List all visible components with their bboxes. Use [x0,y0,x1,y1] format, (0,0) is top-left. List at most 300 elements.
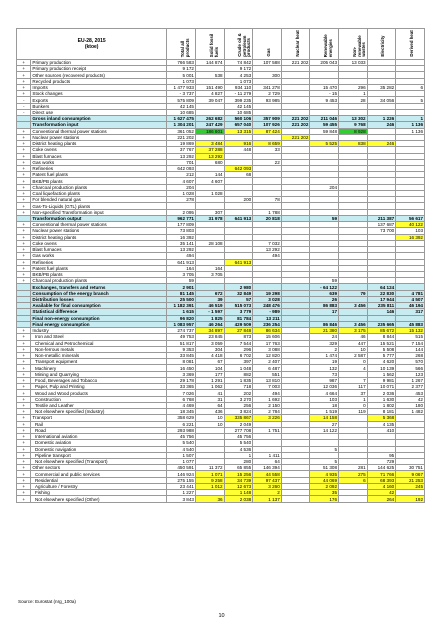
table-cell: 42 145 [224,103,253,109]
table-cell: 13 292 [167,153,196,159]
row-label: Paper, Pulp and Printing [31,384,167,390]
table-cell: 49 753 [167,334,196,340]
table-cell: 3 705 [167,271,196,277]
column-header: Total all products [167,29,196,60]
table-cell: 28 108 [195,240,224,246]
table-cell: 68 393 [367,477,396,483]
row-operator: + [17,228,31,234]
table-cell: 27 [310,421,339,427]
table-cell: 211 046 [310,116,339,122]
row-label: Wood and Wood products [31,390,167,396]
column-header: Crude oil & petroleum products [224,29,253,60]
table-cell: 12 673 [224,483,253,489]
row-operator: + [17,427,31,433]
table-cell: 151 490 [195,84,224,90]
table-row [17,471,425,477]
table-cell: 71 766 [367,471,396,477]
row-operator: + [17,265,31,271]
table-cell: 177 809 [167,222,196,228]
table-cell: 46 [339,334,368,340]
table-cell: 264 [367,496,396,502]
row-label: Residential [31,477,167,483]
table-row [17,340,425,346]
table-cell: 7 [339,377,368,383]
row-operator: - [17,109,31,115]
table-cell: 1 474 [310,353,339,359]
table-cell: - 11 279 [224,91,253,97]
table-cell: 245 [396,483,425,489]
table-cell: 51 308 [310,465,339,471]
table-cell: 641 913 [224,215,253,221]
table-cell: 2 [253,490,282,496]
table-cell: 275 [339,471,368,477]
table-cell: 2 784 [253,409,282,415]
row-label: Non-metallic minerals [31,353,167,359]
row-label: Textile and Leather [31,402,167,408]
table-cell: 450 591 [167,465,196,471]
table-cell: 274 737 [167,328,196,334]
table-cell: 718 [224,384,253,390]
table-cell: 4 935 [310,471,339,477]
table-cell: 31 [195,396,224,402]
row-label: Coke ovens [31,240,167,246]
row-label: Conventional thermal power stations [31,128,167,134]
table-cell: 1 788 [253,209,282,215]
table-cell: 3 779 [224,309,253,315]
table-cell: 5 [396,97,425,103]
table-row [17,290,425,296]
table-cell: 33 [253,147,282,153]
table-cell: 2 095 [167,209,196,215]
table-cell: 766 583 [167,60,196,66]
column-header: Solid fossil fuels [195,29,224,60]
table-cell: 2 [310,346,339,352]
table-cell: 5 508 [367,346,396,352]
row-operator: + [17,452,31,458]
table-cell: 5 [310,459,339,465]
row-operator: + [17,253,31,259]
table-cell: 8 181 [367,409,396,415]
table-cell: 146 924 [167,471,196,477]
table-cell: 570 [396,359,425,365]
table-cell: 248 476 [253,303,282,309]
table-cell: 3 088 [253,346,282,352]
table-cell: 24 [310,334,339,340]
table-cell: 934 110 [224,84,253,90]
row-label: Non-specified Transformation input [31,209,167,215]
table-cell: 916 [224,141,253,147]
table-cell: 202 [224,390,253,396]
table-cell: 16 450 [167,365,196,371]
table-cell: 2 049 [224,421,253,427]
table-cell: 3 705 [195,271,224,277]
table-cell: 1 073 [224,78,253,84]
table-row [17,409,425,415]
table-cell: 144 874 [195,60,224,66]
table-cell: 7 026 [167,390,196,396]
row-label: Transformation input [31,122,167,128]
row-operator: + [17,72,31,78]
table-cell: 1 [339,91,368,97]
column-header: Gas [253,29,282,60]
table-cell: 34 897 [195,328,224,334]
table-cell: 701 [167,159,196,165]
row-operator: + [17,409,31,415]
row-label: Nuclear power stations [31,228,167,234]
table-cell: 1 692 [253,396,282,402]
table-cell: 221 202 [281,134,310,140]
table-cell: 46 519 [195,303,224,309]
table-cell: 4 135 [367,421,396,427]
table-cell: 4 620 [367,359,396,365]
table-cell: 1 411 [253,452,282,458]
table-title-region: EU-28, 2015 [77,38,106,44]
table-cell: 2 036 [367,390,396,396]
table-cell: 18 [310,402,339,408]
row-label: Iron and Steel [31,334,167,340]
table-cell: 42 [367,490,396,496]
row-label: District heating plants [31,141,167,147]
table-cell: 146 394 [253,465,282,471]
table-cell: 575 809 [167,97,196,103]
row-operator: + [17,134,31,140]
table-cell: 642 093 [224,165,253,171]
table-cell: 1 627 475 [167,116,196,122]
table-cell: 307 [195,209,224,215]
table-cell: 5 [310,446,339,452]
table-cell: 13 810 [253,377,282,383]
row-operator: + [17,496,31,502]
table-cell: 1 477 933 [167,84,196,90]
table-row [17,384,425,390]
table-cell: 7 154 [396,340,425,346]
table-cell: 277 708 [224,427,253,433]
table-cell: 12 820 [253,353,282,359]
table-cell: 296 [224,346,253,352]
table-cell: 447 [339,340,368,346]
table-cell: 1 751 [253,427,282,433]
table-cell: 3 270 [224,396,253,402]
table-cell: 256 [224,402,253,408]
table-cell: 146 [367,309,396,315]
table-cell: 672 [195,290,224,296]
table-cell: 1 136 [396,128,425,134]
table-cell: 8 081 [167,359,196,365]
table-cell: 2 587 [339,353,368,359]
table-cell: 45 883 [396,321,425,327]
table-cell: 729 [367,459,396,465]
table-cell: 1 562 [367,371,396,377]
row-label: Final non-energy consumption [31,315,167,321]
table-cell: 164 [195,265,224,271]
row-operator: + [17,371,31,377]
table-cell: 3 843 [167,496,196,502]
row-label: Direct use [31,109,167,115]
row-label: Domestic aviation [31,440,167,446]
table-cell: 41 [195,390,224,396]
row-label: Conventional thermal power stations [31,222,167,228]
table-cell: 95 [367,452,396,458]
row-label: Exports [31,97,167,103]
table-cell: 221 202 [281,116,310,122]
table-cell: 551 [253,371,282,377]
table-cell: 87 424 [253,128,282,134]
row-label: Final energy consumption [31,321,167,327]
row-operator: + [17,259,31,265]
row-operator: + [17,340,31,346]
table-cell: 21 253 [396,477,425,483]
table-cell: 3 059 [195,340,224,346]
table-cell: 13 033 [339,60,368,66]
table-cell: 566 [396,365,425,371]
row-operator: + [17,359,31,365]
table-cell: 10 685 [224,109,253,115]
table-row [17,377,425,383]
table-cell: 8 659 [253,141,282,147]
row-operator: + [17,384,31,390]
table-cell: 2 901 [167,284,196,290]
table-cell: 19 298 [253,290,282,296]
table-cell: 93 985 [253,97,282,103]
table-cell: 42 [396,396,425,402]
row-operator: + [17,165,31,171]
row-label: Gas works [31,253,167,259]
table-cell: 9 258 [195,477,224,483]
row-label: International aviation [31,434,167,440]
table-cell: 14 158 [310,415,339,421]
table-cell: 32 849 [224,290,253,296]
table-title-unit: (ktoe) [84,44,99,50]
row-label: Other sources (recovered products) [31,72,167,78]
row-label: Refineries [31,165,167,171]
table-cell: 86 634 [253,328,282,334]
page-number: 10 [218,613,225,619]
table-title [17,29,167,60]
table-cell: 8 928 [339,128,368,134]
table-cell: 448 [224,147,253,153]
table-row [17,303,425,309]
table-cell: 64 [195,402,224,408]
table-cell: 74 842 [224,60,253,66]
table-cell: 37 [339,390,368,396]
row-operator: + [17,240,31,246]
table-cell: 45 756 [224,434,253,440]
table-cell: 6 [339,477,368,483]
table-cell: 1 [224,452,253,458]
column-header: Electricity [367,29,396,60]
table-cell: 59 [167,278,196,284]
table-cell: 67 [195,359,224,365]
table-cell: 1 267 [396,377,425,383]
table-cell: 51 817 [167,340,196,346]
table-cell: 13 211 [253,315,282,321]
table-cell: 1 148 [224,490,253,496]
table-cell: 56 617 [396,215,425,221]
table-cell: 1 226 [367,116,396,122]
table-cell: 29 178 [167,377,196,383]
table-cell: 85 672 [367,328,396,334]
row-operator: + [17,459,31,465]
table-body [17,60,425,503]
table-cell: 192 [396,496,425,502]
table-cell: 1 077 [167,459,196,465]
row-operator: + [17,421,31,427]
table-cell: 235 811 [367,303,396,309]
row-operator: + [17,128,31,134]
table-cell: 64 [253,459,282,465]
table-cell: - 989 [253,309,282,315]
table-cell: 560 106 [224,116,253,122]
table-cell: 268 [396,353,425,359]
table-cell: 96 820 [167,315,196,321]
table-cell: 4 253 [224,72,253,78]
row-operator: + [17,434,31,440]
table-cell: 494 [167,253,196,259]
table-cell: 1 507 [167,452,196,458]
table-cell: 15 470 [310,84,339,90]
table-cell: 4 507 [396,296,425,302]
row-label: Transport [31,415,167,421]
column-header: Renewable energies [310,29,339,60]
table-cell: 6 487 [253,365,282,371]
table-cell: 78 [253,197,282,203]
row-operator: + [17,328,31,334]
table-cell: 200 [224,197,253,203]
table-cell: 3 028 [253,296,282,302]
table-cell: 1 [339,396,368,402]
table-cell: - 3 737 [167,91,196,97]
table-cell: 246 [367,122,396,128]
row-label: Domestic navigation [31,446,167,452]
table-cell: 5 540 [167,440,196,446]
table-cell: 293 988 [167,427,196,433]
table-cell: 46 264 [195,321,224,327]
table-cell: 180 [396,402,425,408]
table-cell: 31 978 [195,215,224,221]
row-operator: + [17,197,31,203]
table-cell: 11 372 [195,465,224,471]
table-cell: 65 855 [224,465,253,471]
table-cell: 35 [310,490,339,496]
table-cell: 5 525 [310,141,339,147]
table-cell: 275 155 [167,477,196,483]
table-cell: 36 [195,496,224,502]
table-row [17,353,425,359]
row-operator: + [17,247,31,253]
table-cell: 410 [367,427,396,433]
row-label: Agriculture / Forestry [31,483,167,489]
table-cell: 18 345 [167,409,196,415]
row-operator: + [17,153,31,159]
table-cell: 117 [339,384,368,390]
table-cell: 15 521 [367,340,396,346]
table-cell: 30 751 [396,465,425,471]
table-cell: - 15 [310,91,339,97]
table-cell: 59 [310,215,339,221]
table-cell: 144 [195,172,224,178]
row-label: Distribution losses [31,296,167,302]
table-row [17,116,425,122]
row-operator: + [17,390,31,396]
table-cell: 1 028 [167,190,196,196]
table-cell: 10 [195,421,224,427]
table-cell: 17 [310,309,339,315]
table-cell: 2 980 [224,284,253,290]
table-cell: 1 482 [396,409,425,415]
table-cell: 296 [339,84,368,90]
table-cell: 221 202 [281,60,310,66]
table-cell: 123 [396,371,425,377]
table-cell: 19 [310,359,339,365]
table-cell: 15 256 [224,471,253,477]
table-cell: 144 625 [367,465,396,471]
table-cell: 6 221 [167,421,196,427]
table-cell: 453 [396,390,425,396]
table-cell: 300 [253,72,282,78]
table-cell: 37 288 [195,147,224,153]
table-cell: 5 001 [167,72,196,78]
table-cell: 68 [224,172,253,178]
table-cell: 1 227 [167,490,196,496]
table-cell: 494 [253,253,282,259]
table-cell: 4 607 [167,178,196,184]
column-header: Derived heat [396,29,425,60]
table-cell: 5 368 [367,415,396,421]
table-cell: 15 132 [396,328,425,334]
table-cell: 22 830 [367,290,396,296]
table-cell: 107 926 [253,122,282,128]
row-label: Blast furnaces [31,153,167,159]
table-cell: 14 122 [310,427,339,433]
table-cell: 86 883 [310,303,339,309]
row-label: Recycled products [31,78,167,84]
row-label: Coke ovens [31,147,167,153]
table-cell: 1 630 [367,396,396,402]
table-cell: 73 700 [367,228,396,234]
row-label: Transformation output [31,215,167,221]
table-cell: 13 292 [167,247,196,253]
table-cell: 641 913 [224,259,253,265]
table-cell: 17 944 [367,296,396,302]
table-cell: 23 441 [167,483,196,489]
table-cell: 280 [224,459,253,465]
row-label: Industry [31,328,167,334]
row-operator: + [17,184,31,190]
table-cell: 9 353 [167,346,196,352]
row-operator: - [17,103,31,109]
row-label: Construction [31,396,167,402]
table-cell: 1 802 [367,402,396,408]
table-cell: 176 [310,496,339,502]
table-cell: 10 685 [167,109,196,115]
table-cell: 3 226 [253,415,282,421]
table-cell: 17 763 [253,340,282,346]
energy-balance-table [16,28,425,503]
row-operator: + [17,483,31,489]
row-label: Imports [31,84,167,90]
row-label: Primary production [31,60,167,66]
table-cell: 4 536 [224,446,253,452]
table-cell: 3 824 [224,409,253,415]
table-cell: 9 768 [339,122,368,128]
table-cell: 2 407 [253,359,282,365]
row-operator: + [17,471,31,477]
table-cell: 1 071 [195,471,224,477]
table-cell: 73 [310,371,339,377]
table-cell: 64 124 [367,284,396,290]
table-cell: 20 818 [253,215,282,221]
table-cell: 4 540 [167,446,196,452]
